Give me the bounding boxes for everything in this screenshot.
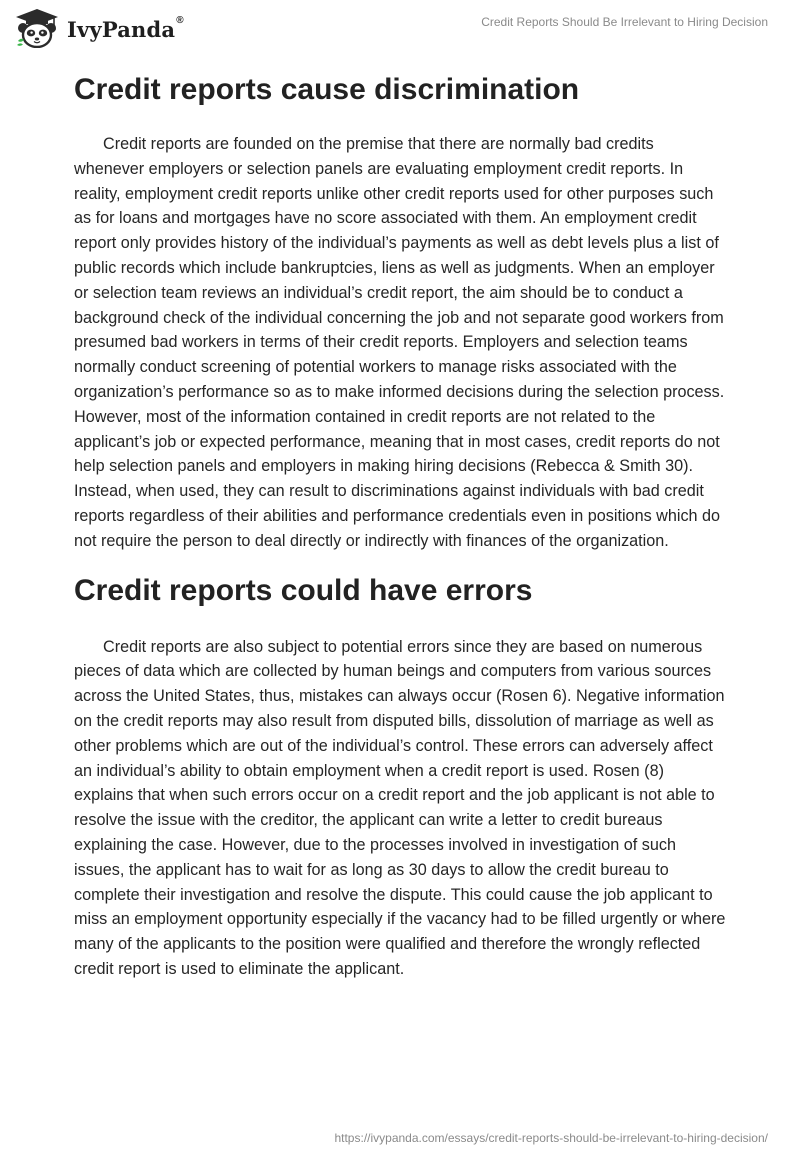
source-url-link[interactable]: https://ivypanda.com/essays/credit-reports-should-be-irrelevant-to-hiring-decision/ (334, 1131, 768, 1145)
page-header (0, 0, 800, 60)
section-paragraph: Credit reports are also subject to potential errors since they are based on numerous pieces of data which are collected by human beings and computers from various sources across the United States, thus, mistakes can always occur (Rosen 6). Negative information on the credit reports may also result from disputed bills, dissolution of marriage as well as other problems which are out of the individual’s control. These errors can adversely affect an individual’s ability to obtain employment when a credit report is used. Rosen (8) explains that when such errors occur on a credit report and the job applicant is not able to resolve the issue with the creditor, the applicant can write a letter to credit bureaus explaining the case. However, due to the processes involved in investigation of such issues, the applicant has to wait for as long as 30 days to allow the credit bureau to complete their investigation and resolve the dispute. This could cause the job applicant to miss an employment opportunity especially if the vacancy had to be filled urgently or where many of the applicants to the position were qualified and therefore the wrongly reflected credit report is used to eliminate the applicant. (74, 637, 726, 978)
brand-name: IvyPanda® (67, 14, 184, 42)
section-heading: Credit reports could have errors (74, 573, 533, 607)
section-heading: Credit reports cause discrimination (74, 73, 580, 106)
panda-graduate-icon (14, 8, 60, 48)
essay-content (74, 68, 726, 982)
registered-mark: ® (176, 14, 184, 26)
ivypanda-logo[interactable] (14, 8, 184, 48)
section-discrimination (74, 68, 726, 554)
section-errors (74, 569, 726, 982)
section-paragraph: Credit reports are founded on the premise that there are normally bad credits whenever employers or selection panels are evaluating employment credit reports. In reality, employment credit reports unlike other credit reports used for other purposes such as for loans and mortgages have no score associated with them. An employment credit report only provides history of the individual’s payments as well as debt levels plus a list of public records which include bankruptcies, liens as well as judgments. When an employer or selection team reviews an individual’s credit report, the aim should be to conduct a background check of the individual concerning the job and not separate good workers from presumed bad workers in terms of their credit reports. Employers and selection teams normally conduct screening of potential workers to manage risks associated with the organization’s performance so as to make informed decisions during the selection process. However, most of the information contained in credit reports are not related to the applicant’s job or expected performance, meaning that in most cases, credit reports do not help selection panels and employers in making hiring decisions (Rebecca & Smith 30). Instead, when used, they can result to discriminations against individuals with bad credit reports regardless of their abilities and performance credentials even in positions which do not require the person to deal directly or indirectly with finances of the organization. (74, 135, 725, 550)
document-title: Credit Reports Should Be Irrelevant to Hiring Decision (481, 15, 768, 29)
